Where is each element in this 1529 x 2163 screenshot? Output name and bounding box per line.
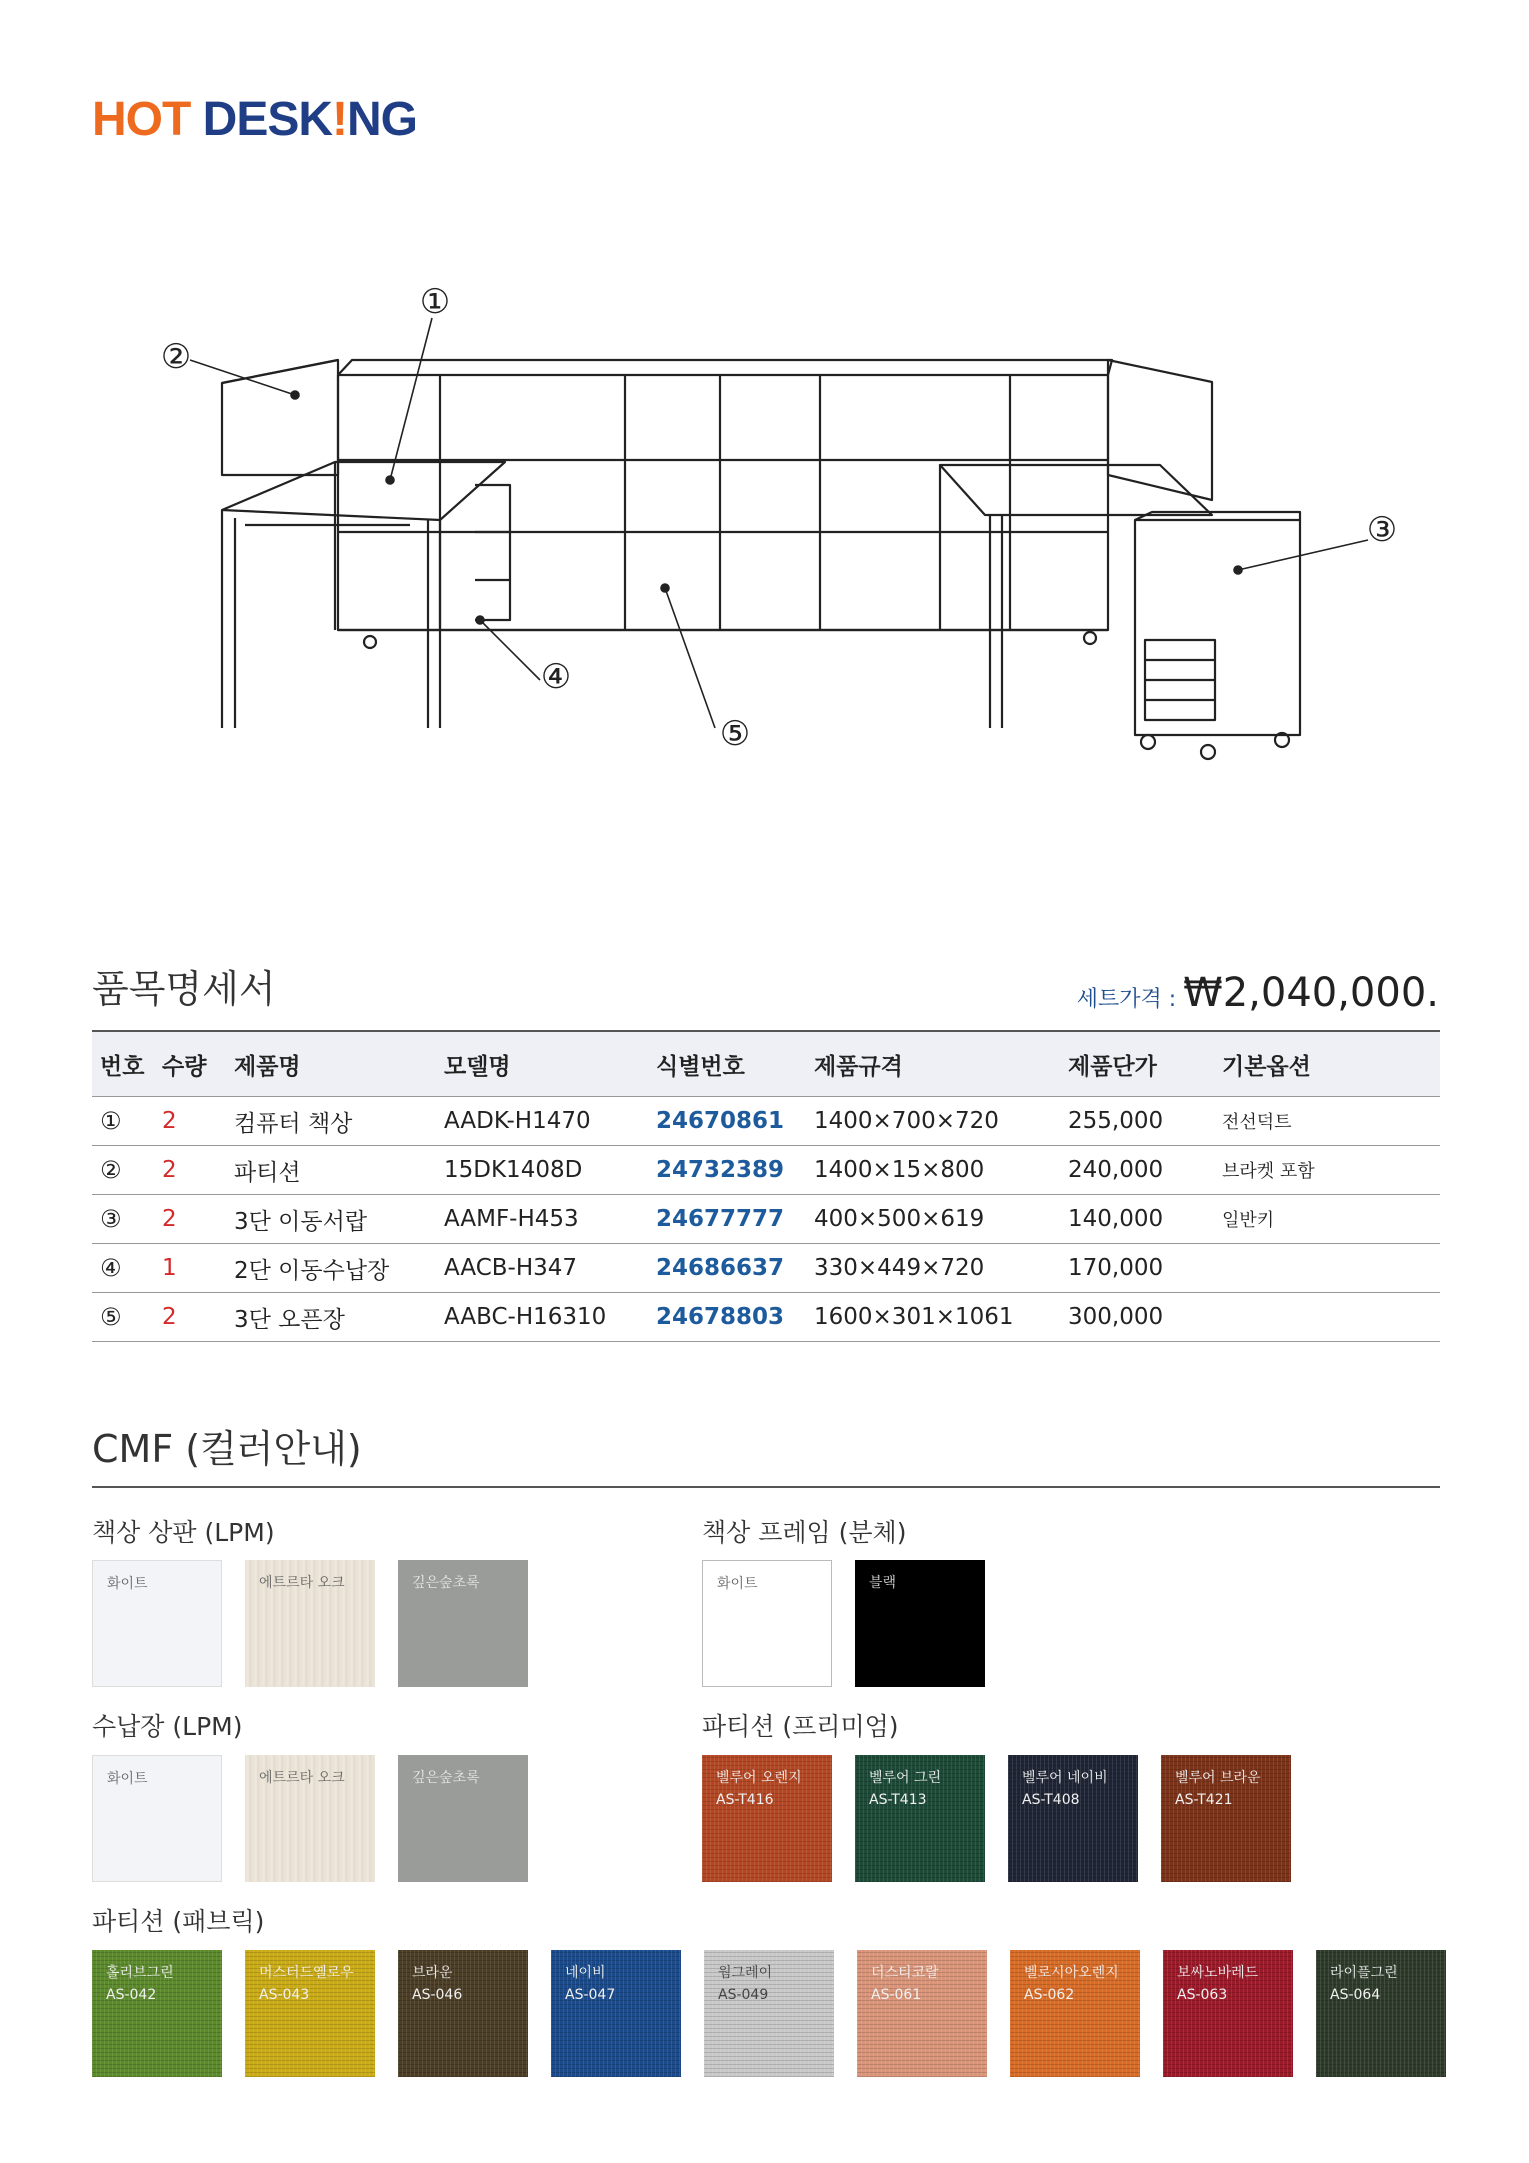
swatch-velour-navy[interactable]: [1008, 1755, 1138, 1882]
logo-bang: !: [332, 93, 348, 146]
callout-4: ④: [540, 657, 572, 697]
set-price-label: 세트가격 :: [1076, 987, 1184, 1012]
cell-id: 24678803: [648, 1293, 806, 1342]
cell-no: ⑤: [92, 1293, 154, 1342]
th-qty: 수량: [154, 1031, 226, 1097]
cell-option: 브라켓 포함: [1214, 1146, 1440, 1195]
callout-3: ③: [1366, 510, 1398, 550]
swatch-label: 웜그레이 AS-049: [718, 1965, 773, 2003]
logo-desk: DESK: [202, 93, 333, 146]
cell-name: 2단 이동수납장: [226, 1244, 436, 1293]
swatch-label: 화이트: [107, 1576, 148, 1592]
cmf-title: CMF (컬러안내): [92, 1427, 362, 1471]
swatch-storage-forest-green[interactable]: [398, 1755, 528, 1882]
cell-model: AADK-H1470: [436, 1097, 648, 1146]
th-id: 식별번호: [648, 1031, 806, 1097]
swatch-fabric-043[interactable]: [245, 1950, 375, 2077]
swatch-velour-orange[interactable]: [702, 1755, 832, 1882]
desk-top-title: 책상 상판 (LPM): [92, 1518, 275, 1547]
swatch-label: 화이트: [107, 1771, 148, 1787]
cell-price: 170,000: [1060, 1244, 1214, 1293]
cell-option: 전선덕트: [1214, 1097, 1440, 1146]
partition-premium-title: 파티션 (프리미엄): [702, 1712, 899, 1741]
swatch-fabric-064[interactable]: [1316, 1950, 1446, 2077]
table-header-row: [92, 1031, 1440, 1097]
cell-model: AAMF-H453: [436, 1195, 648, 1244]
swatch-label: 벨루어 네이비 AS-T408: [1022, 1770, 1108, 1808]
set-price-value: ₩2,040,000.: [1183, 970, 1439, 1016]
callout-5: ⑤: [719, 714, 751, 754]
swatch-label: 벨루어 그린 AS-T413: [869, 1770, 942, 1808]
cell-price: 240,000: [1060, 1146, 1214, 1195]
swatch-fabric-047[interactable]: [551, 1950, 681, 2077]
swatch-label: 벨루어 브라운 AS-T421: [1175, 1770, 1261, 1808]
swatch-label: 머스터드옐로우 AS-043: [259, 1965, 354, 2003]
cell-id: 24677777: [648, 1195, 806, 1244]
desk-frame-title: 책상 프레임 (분체): [702, 1518, 907, 1547]
cell-name: 3단 오픈장: [226, 1293, 436, 1342]
swatch-label: 화이트: [717, 1576, 758, 1592]
swatch-label: 보싸노바레드 AS-063: [1177, 1965, 1259, 2003]
logo-hot: HOT: [92, 93, 191, 146]
table-row: [92, 1097, 1440, 1146]
cell-model: AABC-H16310: [436, 1293, 648, 1342]
swatch-label: 에트르타 오크: [259, 1575, 345, 1591]
callout-2: ②: [160, 337, 192, 377]
swatch-fabric-062[interactable]: [1010, 1950, 1140, 2077]
swatch-label: 블랙: [869, 1575, 897, 1591]
swatch-label: 홀리브그린 AS-042: [106, 1965, 174, 2003]
cell-price: 140,000: [1060, 1195, 1214, 1244]
cell-qty: 2: [154, 1293, 226, 1342]
swatch-label: 에트르타 오크: [259, 1770, 345, 1786]
storage-title: 수납장 (LPM): [92, 1712, 243, 1741]
swatch-velour-green[interactable]: [855, 1755, 985, 1882]
swatch-desk-top-white[interactable]: [92, 1560, 222, 1687]
swatch-label: 브라운 AS-046: [412, 1965, 463, 2003]
callout-1: ①: [419, 282, 451, 322]
th-price: 제품단가: [1060, 1031, 1214, 1097]
brand-logo: [92, 92, 417, 147]
swatch-desk-top-forest-green[interactable]: [398, 1560, 528, 1687]
th-model: 모델명: [436, 1031, 648, 1097]
swatch-storage-white[interactable]: [92, 1755, 222, 1882]
cell-size: 1600×301×1061: [806, 1293, 1060, 1342]
logo-ng: NG: [347, 93, 418, 146]
cell-option: 일반키: [1214, 1195, 1440, 1244]
cell-id: 24686637: [648, 1244, 806, 1293]
cell-option: [1214, 1244, 1440, 1293]
th-option: 기본옵션: [1214, 1031, 1440, 1097]
swatch-fabric-061[interactable]: [857, 1950, 987, 2077]
swatch-storage-oak[interactable]: [245, 1755, 375, 1882]
cell-model: 15DK1408D: [436, 1146, 648, 1195]
th-no: 번호: [92, 1031, 154, 1097]
swatch-label: 깊은숲초록: [412, 1575, 480, 1591]
table-row: [92, 1293, 1440, 1342]
cell-no: ④: [92, 1244, 154, 1293]
spec-table: [92, 1030, 1440, 1342]
swatch-label: 네이비 AS-047: [565, 1965, 616, 2003]
swatch-desk-top-oak[interactable]: [245, 1560, 375, 1687]
swatch-label: 깊은숲초록: [412, 1770, 480, 1786]
cmf-divider: [92, 1486, 1440, 1488]
swatch-label: 더스티코랄 AS-061: [871, 1965, 939, 2003]
cell-qty: 2: [154, 1195, 226, 1244]
table-row: [92, 1244, 1440, 1293]
swatch-label: 벨로시아오렌지 AS-062: [1024, 1965, 1119, 2003]
swatch-fabric-042[interactable]: [92, 1950, 222, 2077]
cell-price: 300,000: [1060, 1293, 1214, 1342]
cell-qty: 1: [154, 1244, 226, 1293]
partition-fabric-title: 파티션 (패브릭): [92, 1907, 265, 1936]
th-name: 제품명: [226, 1031, 436, 1097]
cell-name: 컴퓨터 책상: [226, 1097, 436, 1146]
spec-title: 품목명세서: [92, 967, 276, 1011]
table-row: [92, 1146, 1440, 1195]
cell-size: 1400×700×720: [806, 1097, 1060, 1146]
cell-no: ①: [92, 1097, 154, 1146]
cell-id: 24732389: [648, 1146, 806, 1195]
swatch-label: 벨루어 오렌지 AS-T416: [716, 1770, 802, 1808]
cell-size: 1400×15×800: [806, 1146, 1060, 1195]
table-row: [92, 1195, 1440, 1244]
swatch-frame-black[interactable]: [855, 1560, 985, 1687]
cell-model: AACB-H347: [436, 1244, 648, 1293]
swatch-fabric-046[interactable]: [398, 1950, 528, 2077]
cell-qty: 2: [154, 1146, 226, 1195]
set-price: [1077, 970, 1439, 1016]
swatch-label: 라이플그린 AS-064: [1330, 1965, 1398, 2003]
product-illustration: [0, 250, 1529, 790]
cell-price: 255,000: [1060, 1097, 1214, 1146]
th-size: 제품규격: [806, 1031, 1060, 1097]
cell-name: 파티션: [226, 1146, 436, 1195]
cell-size: 400×500×619: [806, 1195, 1060, 1244]
cell-no: ②: [92, 1146, 154, 1195]
cell-no: ③: [92, 1195, 154, 1244]
swatch-velour-brown[interactable]: [1161, 1755, 1291, 1882]
cell-option: [1214, 1293, 1440, 1342]
cell-qty: 2: [154, 1097, 226, 1146]
cell-size: 330×449×720: [806, 1244, 1060, 1293]
swatch-fabric-063[interactable]: [1163, 1950, 1293, 2077]
cell-name: 3단 이동서랍: [226, 1195, 436, 1244]
swatch-fabric-049[interactable]: [704, 1950, 834, 2077]
cell-id: 24670861: [648, 1097, 806, 1146]
swatch-frame-white[interactable]: [702, 1560, 832, 1687]
